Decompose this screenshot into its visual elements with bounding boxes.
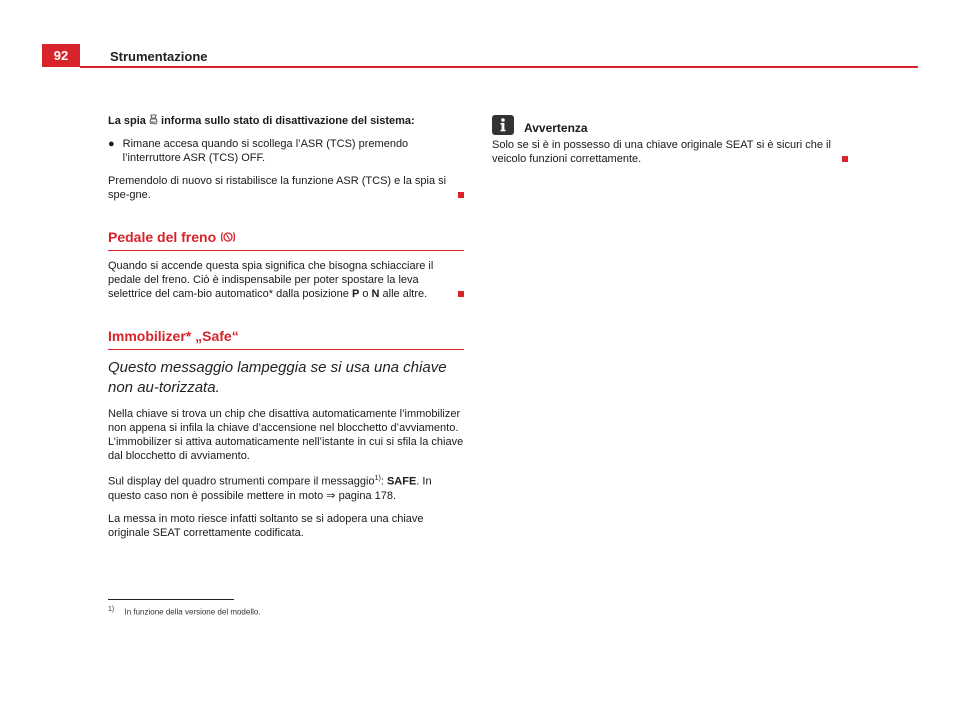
- brake-paragraph: [108, 259, 464, 301]
- footnote: [108, 606, 261, 617]
- warning-header: [492, 115, 848, 135]
- warning-paragraph: [492, 138, 848, 166]
- immobilizer-paragraph-3: La messa in moto riesce infatti soltanto se si adopera una chiave originale SEAT correttamente codificata.: [108, 512, 424, 539]
- brake-position-p: P: [351, 288, 360, 300]
- section-end-marker: [842, 156, 848, 162]
- section-end-marker: [458, 291, 464, 297]
- info-warning-icon: [492, 115, 514, 135]
- chapter-title: Strumentazione: [110, 49, 208, 64]
- footnote-ref: 1): [374, 475, 381, 482]
- warning-text: Solo se si è in possesso di una chiave originale SEAT si è sicuri che il veicolo funzioni correttamente.: [492, 139, 831, 165]
- asr-restore-text: Premendolo di nuovo si ristabilisce la funzione ASR (TCS) e la spia si spe-gne.: [108, 175, 447, 201]
- section-end-marker: [458, 192, 464, 198]
- asr-intro-text-a: La spia: [108, 115, 146, 127]
- footnote-mark: 1): [108, 606, 115, 613]
- immobilizer-lead: Questo messaggio lampeggia se si usa una chiave non au-torizzata.: [108, 359, 447, 396]
- brake-text-1: Quando si accende questa spia significa che bisogna schiacciare il pedale del freno. Ciò è indispensabile per poter spostare la leva selettrice del cam-bio automatico* dalla posizione: [108, 260, 434, 300]
- bullet-dot: ●: [108, 138, 115, 150]
- asr-intro-text-b: informa sullo stato di disattivazione del sistema:: [161, 115, 415, 127]
- asr-bullet: [108, 137, 464, 165]
- asr-bullet-text: Rimane accesa quando si scollega l’ASR (TCS) premendo l’interruttore ASR (TCS) OFF.: [122, 138, 409, 164]
- warning-title: Avvertenza: [524, 121, 588, 135]
- brake-position-n: N: [371, 288, 380, 300]
- immobilizer-text-b: . In questo caso non è possibile mettere in moto ⇒ pagina 178.: [108, 475, 432, 502]
- asr-intro: [108, 114, 464, 128]
- brake-pedal-icon: [220, 231, 236, 243]
- section-brake-pedal: [108, 230, 464, 251]
- brake-text-2: alle altre.: [379, 288, 428, 300]
- footnote-text: In funzione della versione del modello.: [124, 607, 261, 617]
- left-column: [108, 114, 464, 549]
- immobilizer-paragraph-1: Nella chiave si trova un chip che disattiva automaticamente l’immobilizer non appena si infila la chiave d’accensione nel blocchetto d’avviamento. L’immobilizer si attiva automaticamente nell’istante in cui si sfila la chiave dal blocchetto di avviamento.: [108, 408, 464, 462]
- asr-warning-icon: [149, 114, 158, 125]
- footnote-rule: [108, 599, 234, 600]
- right-column: [492, 115, 848, 166]
- brake-text-or: o: [359, 288, 372, 300]
- asr-restore-paragraph: [108, 174, 464, 202]
- page-number: 92: [42, 44, 80, 67]
- immobilizer-paragraph-2: Sul display del quadro strumenti compare il messaggio$^{1)}$: SAFE. In questo caso non è possibile mettere in moto ⇒ pagina 178.: [108, 475, 432, 502]
- immobilizer-text-a: Sul display del quadro strumenti compare il messaggio: [108, 475, 375, 488]
- safe-message: SAFE: [386, 475, 417, 488]
- section-immobilizer: Immobilizer* „Safe“: [108, 329, 464, 350]
- header-rule: [80, 66, 918, 68]
- section-brake-title: Pedale del freno: [108, 229, 217, 245]
